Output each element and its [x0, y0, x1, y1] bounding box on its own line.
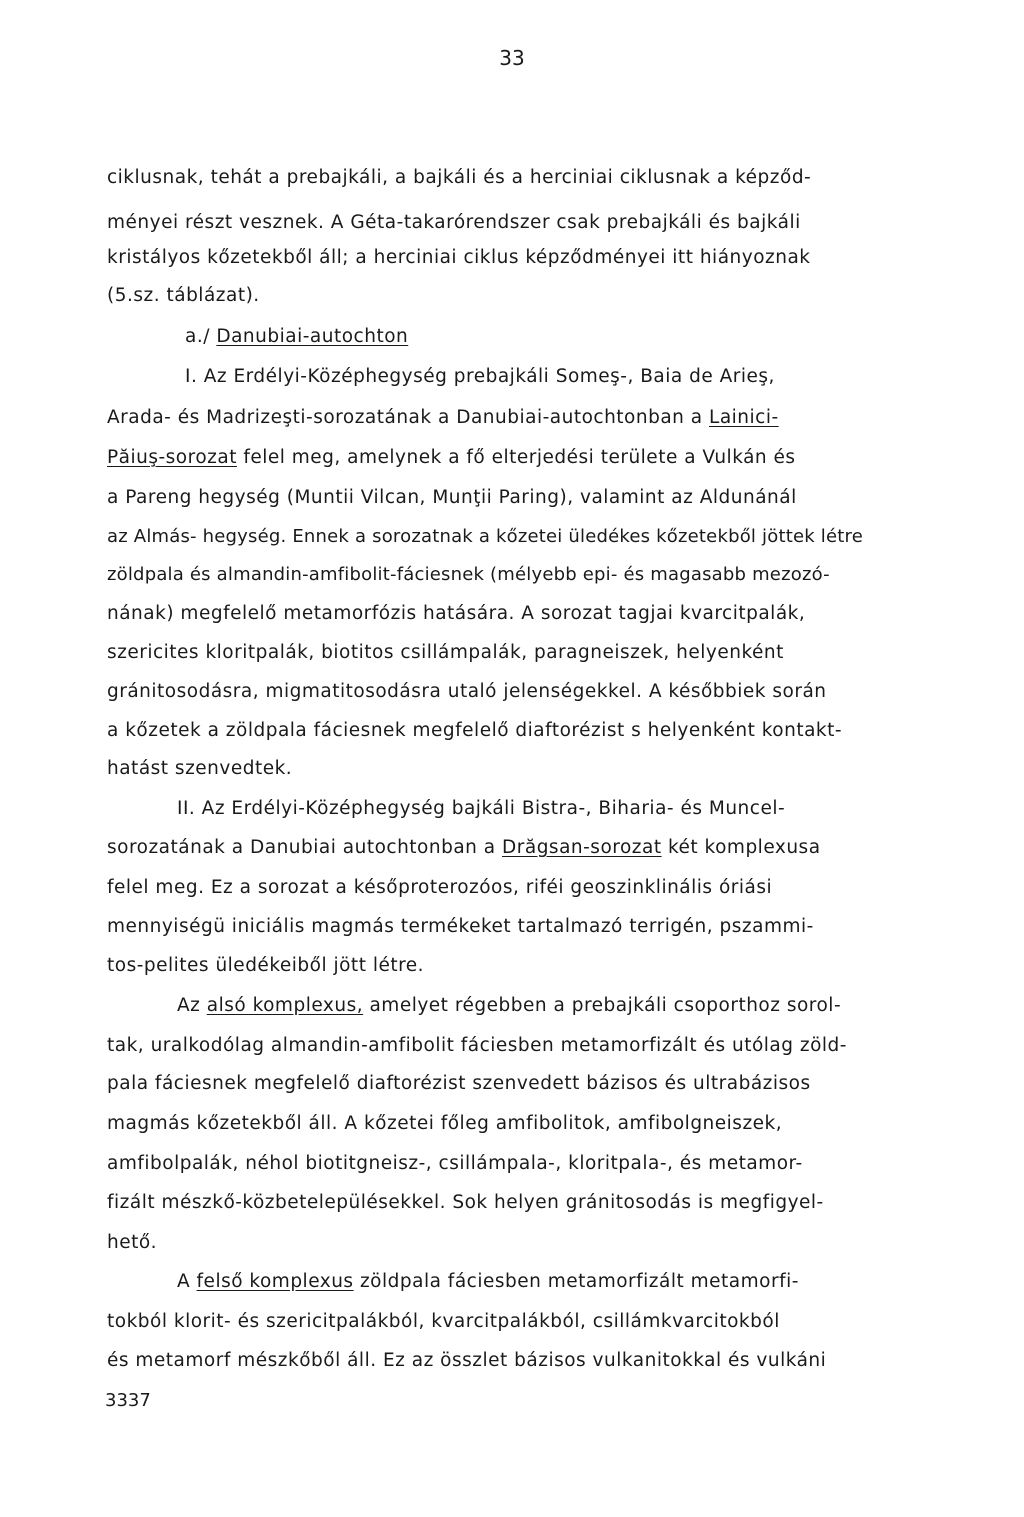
text-line: nának) megfelelő metamorfózis hatására. A sorozat tagjai kvarcitpalák,: [107, 603, 806, 624]
footer-code: 3337: [105, 1390, 151, 1411]
text-line: tos-pelites üledékeiből jött létre.: [107, 955, 425, 976]
text-line: A felső komplexus zöldpala fáciesben metamorfizált metamorfi-: [177, 1271, 799, 1292]
text-line: magmás kőzetekből áll. A kőzetei főleg amfibolitok, amfibolgneiszek,: [107, 1113, 783, 1134]
text-line: felel meg. Ez a sorozat a későproterozóos, riféi geoszinklinális óriási: [107, 877, 773, 898]
text-line: hető.: [107, 1232, 158, 1253]
complex-name: felső komplexus: [196, 1271, 354, 1292]
text-line: tak, uralkodólag almandin-amfibolit fáciesben metamorfizált és utólag zöld-: [107, 1035, 847, 1056]
text-line: és metamorf mészkőből áll. Ez az összlet bázisos vulkanitokkal és vulkáni: [107, 1350, 827, 1371]
text-line: tokból klorit- és szericitpalákból, kvarcitpalákból, csillámkvarcitokból: [107, 1311, 780, 1332]
text-line: mennyiségü iniciális magmás termékeket tartalmazó terrigén, pszammi-: [107, 916, 814, 937]
text-line: ményei részt vesznek. A Géta-takarórendszer csak prebajkáli és bajkáli: [107, 212, 801, 233]
text-line: Az alsó komplexus, amelyet régebben a prebajkáli csoporthoz sorol-: [177, 995, 842, 1016]
text-line: II. Az Erdélyi-Középhegység bajkáli Bistra-, Biharia- és Muncel-: [177, 798, 786, 819]
text-line: I. Az Erdélyi-Középhegység prebajkáli Someş-, Baia de Arieş,: [185, 366, 775, 387]
text-line: a Pareng hegység (Muntii Vilcan, Munţii Paring), valamint az Aldunánál: [107, 487, 797, 508]
page-number: 33: [499, 46, 525, 70]
text-line: kristályos kőzetekből áll; a herciniai ciklus képződményei itt hiányoznak: [107, 247, 811, 268]
text-line: amfibolpalák, néhol biotitgneisz-, csillámpala-, kloritpala-, és metamor-: [107, 1153, 803, 1174]
formation-name: Drăgsan-sorozat: [502, 837, 662, 858]
text-line: pala fáciesnek megfelelő diaftorézist szenvedett bázisos és ultrabázisos: [107, 1073, 811, 1094]
text-line: az Almás- hegység. Ennek a sorozatnak a kőzetei üledékes kőzetekből jöttek létre: [107, 526, 863, 547]
text-line: hatást szenvedtek.: [107, 758, 293, 779]
text-line: a kőzetek a zöldpala fáciesnek megfelelő diaftorézist s helyenként kontakt-: [107, 720, 843, 741]
section-title: Danubiai-autochton: [216, 326, 409, 347]
formation-name: Lainici-: [709, 407, 779, 428]
text-line: fizált mészkő-közbetelepülésekkel. Sok helyen gránitosodás is megfigyel-: [107, 1192, 824, 1213]
text-line: szericites kloritpalák, biotitos csillámpalák, paragneiszek, helyenként: [107, 642, 784, 663]
text-line: Păiuş-sorozat felel meg, amelynek a fő elterjedési területe a Vulkán és: [107, 447, 796, 468]
complex-name: alsó komplexus,: [206, 995, 364, 1016]
text-line: (5.sz. táblázat).: [107, 285, 260, 306]
text-line: sorozatának a Danubiai autochtonban a Drăgsan-sorozat két komplexusa: [107, 837, 821, 858]
section-heading: a./ Danubiai-autochton: [185, 326, 409, 347]
text-line: ciklusnak, tehát a prebajkáli, a bajkáli és a herciniai ciklusnak a képződ-: [107, 167, 812, 188]
formation-name: Păiuş-sorozat: [107, 447, 237, 468]
text-line: gránitosodásra, migmatitosodásra utaló jelenségekkel. A későbbiek során: [107, 681, 827, 702]
text-line: zöldpala és almandin-amfibolit-fáciesnek (mélyebb epi- és magasabb mezozó-: [107, 564, 830, 585]
text-line: Arada- és Madrizeşti-sorozatának a Danubiai-autochtonban a Lainici-: [107, 407, 779, 428]
